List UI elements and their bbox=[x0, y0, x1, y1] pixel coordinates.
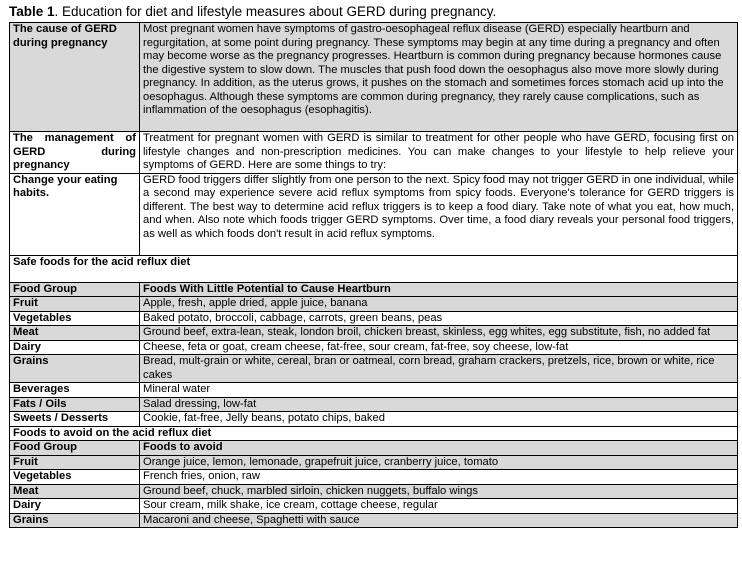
table-caption-number: Table 1 bbox=[9, 4, 55, 19]
table-row bbox=[10, 340, 738, 355]
table-row bbox=[10, 397, 738, 412]
table-row bbox=[10, 311, 738, 326]
row-label: Change your eating habits. bbox=[10, 173, 140, 255]
table-row bbox=[10, 355, 738, 383]
food-group-cell: Fats / Oils bbox=[10, 397, 140, 412]
food-group-cell: Fruit bbox=[10, 297, 140, 312]
table-row bbox=[10, 484, 738, 499]
column-header-row bbox=[10, 282, 738, 297]
avoid-foods-body bbox=[10, 455, 738, 528]
food-group-cell: Vegetables bbox=[10, 311, 140, 326]
foods-cell: French fries, onion, raw bbox=[140, 470, 738, 485]
table-caption bbox=[9, 3, 496, 20]
row-text: GERD food triggers differ slightly from one person to the next. Spicy food may not trigger GERD in one individual, while a second may experience severe acid reflux symptoms from spicy foods. Everyone's tolerance for GERD triggers is different. The best way to determine acid reflux triggers is to keep a food diary. Take note of what you eat, how much, and when. Also note which foods trigger GERD symptoms. Over time, a food diary reveals your personal food triggers, as well as which foods don't result in acid reflux symptoms. bbox=[140, 173, 738, 255]
food-group-cell: Fruit bbox=[10, 455, 140, 470]
row-text: Most pregnant women have symptoms of gastro-oesophageal reflux disease (GERD) especially heartburn and regurgitation, at some point during pregnancy. These symptoms may begin at any time during a pregnancy and often may become worse as the pregnancy progresses. Heartburn is common during pregnancy because hormones cause the digestive system to slow down. The muscles that push food down the oesophagus also move more slowly during pregnancy. In addition, as the uterus grows, it pushes on the stomach and sometimes forces stomach acid up into the oesophagus. Although these symptoms are common during pregnancy, they rarely cause complications, such as inflammation of the oesophagus (esophagitis). bbox=[140, 23, 738, 132]
table-row bbox=[10, 455, 738, 470]
table-row bbox=[10, 513, 738, 528]
table-row bbox=[10, 23, 738, 132]
food-group-cell: Beverages bbox=[10, 383, 140, 398]
food-group-cell: Dairy bbox=[10, 499, 140, 514]
section-heading-row bbox=[10, 255, 738, 282]
food-group-cell: Grains bbox=[10, 513, 140, 528]
foods-cell: Orange juice, lemon, lemonade, grapefruit juice, cranberry juice, tomato bbox=[140, 455, 738, 470]
foods-cell: Bread, mult-grain or white, cereal, bran or oatmeal, corn bread, graham crackers, pretzels, rice, brown or white, rice cakes bbox=[140, 355, 738, 383]
foods-cell: Ground beef, chuck, marbled sirloin, chicken nuggets, buffalo wings bbox=[140, 484, 738, 499]
table-row bbox=[10, 326, 738, 341]
foods-cell: Mineral water bbox=[140, 383, 738, 398]
table-row bbox=[10, 499, 738, 514]
table-row bbox=[10, 297, 738, 312]
section-heading-row bbox=[10, 426, 738, 441]
gerd-education-table bbox=[9, 22, 738, 528]
table-caption-text: . Education for diet and lifestyle measures about GERD during pregnancy. bbox=[54, 4, 497, 19]
food-group-cell: Vegetables bbox=[10, 470, 140, 485]
column-header-food-group: Food Group bbox=[10, 441, 140, 456]
row-label: The cause of GERD during pregnancy bbox=[10, 23, 140, 132]
table-row bbox=[10, 173, 738, 255]
table-row bbox=[10, 383, 738, 398]
foods-cell: Apple, fresh, apple dried, apple juice, banana bbox=[140, 297, 738, 312]
table-row bbox=[10, 132, 738, 174]
food-group-cell: Meat bbox=[10, 484, 140, 499]
food-group-cell: Grains bbox=[10, 355, 140, 383]
column-header-foods: Foods to avoid bbox=[140, 441, 738, 456]
food-group-cell: Dairy bbox=[10, 340, 140, 355]
table-row bbox=[10, 412, 738, 427]
row-label: The management of GERD during pregnancy bbox=[10, 132, 140, 174]
column-header-foods: Foods With Little Potential to Cause Heartburn bbox=[140, 282, 738, 297]
foods-cell: Sour cream, milk shake, ice cream, cottage cheese, regular bbox=[140, 499, 738, 514]
table-row bbox=[10, 470, 738, 485]
foods-cell: Salad dressing, low-fat bbox=[140, 397, 738, 412]
foods-cell: Baked potato, broccoli, cabbage, carrots, green beans, peas bbox=[140, 311, 738, 326]
avoid-foods-heading: Foods to avoid on the acid reflux diet bbox=[10, 426, 738, 441]
row-text: Treatment for pregnant women with GERD is similar to treatment for other people who have GERD, focusing first on lifestyle changes and non-prescription medicines. You can make changes to your lifestyle to help relieve your symptoms of GERD. Here are some things to try: bbox=[140, 132, 738, 174]
food-group-cell: Sweets / Desserts bbox=[10, 412, 140, 427]
foods-cell: Macaroni and cheese, Spaghetti with sauce bbox=[140, 513, 738, 528]
safe-foods-body bbox=[10, 297, 738, 427]
foods-cell: Ground beef, extra-lean, steak, london broil, chicken breast, skinless, egg whites, egg substitute, fish, no added fat bbox=[140, 326, 738, 341]
food-group-cell: Meat bbox=[10, 326, 140, 341]
safe-foods-heading: Safe foods for the acid reflux diet bbox=[10, 255, 738, 282]
column-header-row bbox=[10, 441, 738, 456]
foods-cell: Cookie, fat-free, Jelly beans, potato chips, baked bbox=[140, 412, 738, 427]
foods-cell: Cheese, feta or goat, cream cheese, fat-free, sour cream, fat-free, soy cheese, low-fat bbox=[140, 340, 738, 355]
column-header-food-group: Food Group bbox=[10, 282, 140, 297]
